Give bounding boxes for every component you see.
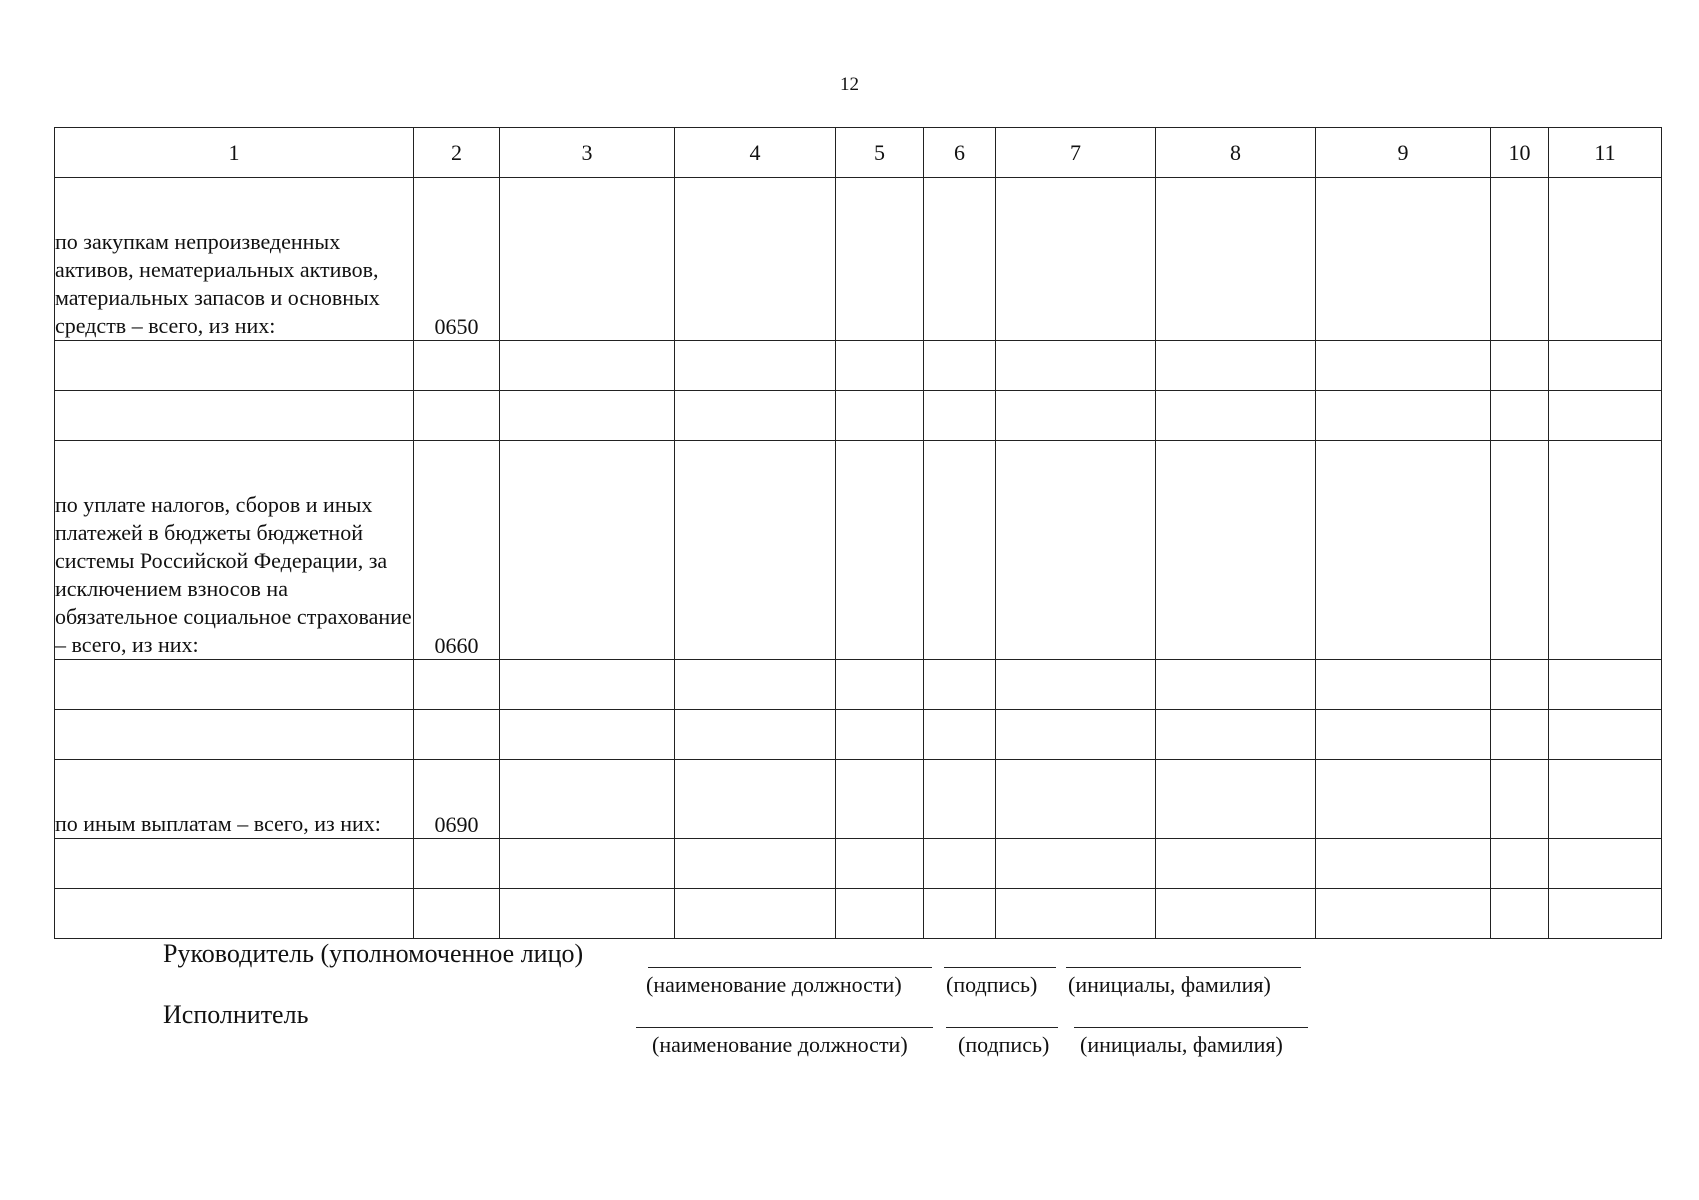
table-cell <box>1316 441 1491 660</box>
table-cell <box>836 760 924 839</box>
column-header-10: 10 <box>1491 128 1549 178</box>
column-header-7: 7 <box>996 128 1156 178</box>
table-cell <box>924 441 996 660</box>
head-signature-caption: (подпись) <box>946 972 1038 997</box>
table-cell <box>500 760 675 839</box>
table-cell <box>1549 441 1662 660</box>
table-cell <box>1156 760 1316 839</box>
table-cell <box>500 441 675 660</box>
table-row-blank <box>55 889 1662 939</box>
executor-label: Исполнитель <box>163 1000 309 1029</box>
table-cell <box>996 441 1156 660</box>
table-cell <box>1156 441 1316 660</box>
table-row-blank <box>55 660 1662 710</box>
row-label: по закупкам непроизведенных активов, нематериальных активов, материальных запасов и основных средств – всего, из них: <box>55 178 414 341</box>
table-row <box>55 178 1662 341</box>
column-header-4: 4 <box>675 128 836 178</box>
table-row-blank <box>55 839 1662 889</box>
row-code: 0650 <box>414 178 500 341</box>
table-cell <box>836 178 924 341</box>
table-header-row <box>55 128 1662 178</box>
report-table <box>54 127 1662 939</box>
table-cell <box>924 178 996 341</box>
head-name-line <box>1066 967 1301 968</box>
head-signature-line <box>944 967 1056 968</box>
column-header-8: 8 <box>1156 128 1316 178</box>
column-header-2: 2 <box>414 128 500 178</box>
table-cell <box>675 760 836 839</box>
table-cell <box>1316 760 1491 839</box>
row-code: 0660 <box>414 441 500 660</box>
table-cell <box>1316 178 1491 341</box>
table-row <box>55 441 1662 660</box>
head-label: Руководитель (уполномоченное лицо) <box>163 939 584 968</box>
row-label: по уплате налогов, сборов и иных платежей в бюджеты бюджетной системы Российской Федерации, за исключением взносов на обязательное социальное страхование – всего, из них: <box>55 441 414 660</box>
head-name-caption: (инициалы, фамилия) <box>1068 972 1271 997</box>
table-cell <box>675 441 836 660</box>
executor-position-caption: (наименование должности) <box>652 1032 908 1057</box>
table-cell <box>1491 441 1549 660</box>
table-cell <box>1156 178 1316 341</box>
table-cell <box>500 178 675 341</box>
table-cell <box>996 760 1156 839</box>
table-cell <box>924 760 996 839</box>
column-header-3: 3 <box>500 128 675 178</box>
table-cell <box>1491 760 1549 839</box>
table-cell <box>996 178 1156 341</box>
table-cell <box>1549 760 1662 839</box>
table-row-blank <box>55 710 1662 760</box>
executor-position-line <box>636 1027 933 1028</box>
row-label: по иным выплатам – всего, из них: <box>55 760 414 839</box>
executor-signature-caption: (подпись) <box>958 1032 1050 1057</box>
column-header-11: 11 <box>1549 128 1662 178</box>
table-row-blank <box>55 391 1662 441</box>
column-header-9: 9 <box>1316 128 1491 178</box>
column-header-1: 1 <box>55 128 414 178</box>
head-position-line <box>648 967 932 968</box>
table-cell <box>836 441 924 660</box>
executor-name-line <box>1074 1027 1308 1028</box>
column-header-6: 6 <box>924 128 996 178</box>
executor-name-caption: (инициалы, фамилия) <box>1080 1032 1283 1057</box>
executor-signature-line <box>946 1027 1058 1028</box>
table-cell <box>1491 178 1549 341</box>
table-row-blank <box>55 341 1662 391</box>
column-header-5: 5 <box>836 128 924 178</box>
table-cell <box>675 178 836 341</box>
head-position-caption: (наименование должности) <box>646 972 902 997</box>
row-code: 0690 <box>414 760 500 839</box>
table-cell <box>1549 178 1662 341</box>
page-number: 12 <box>840 74 859 95</box>
table-row <box>55 760 1662 839</box>
